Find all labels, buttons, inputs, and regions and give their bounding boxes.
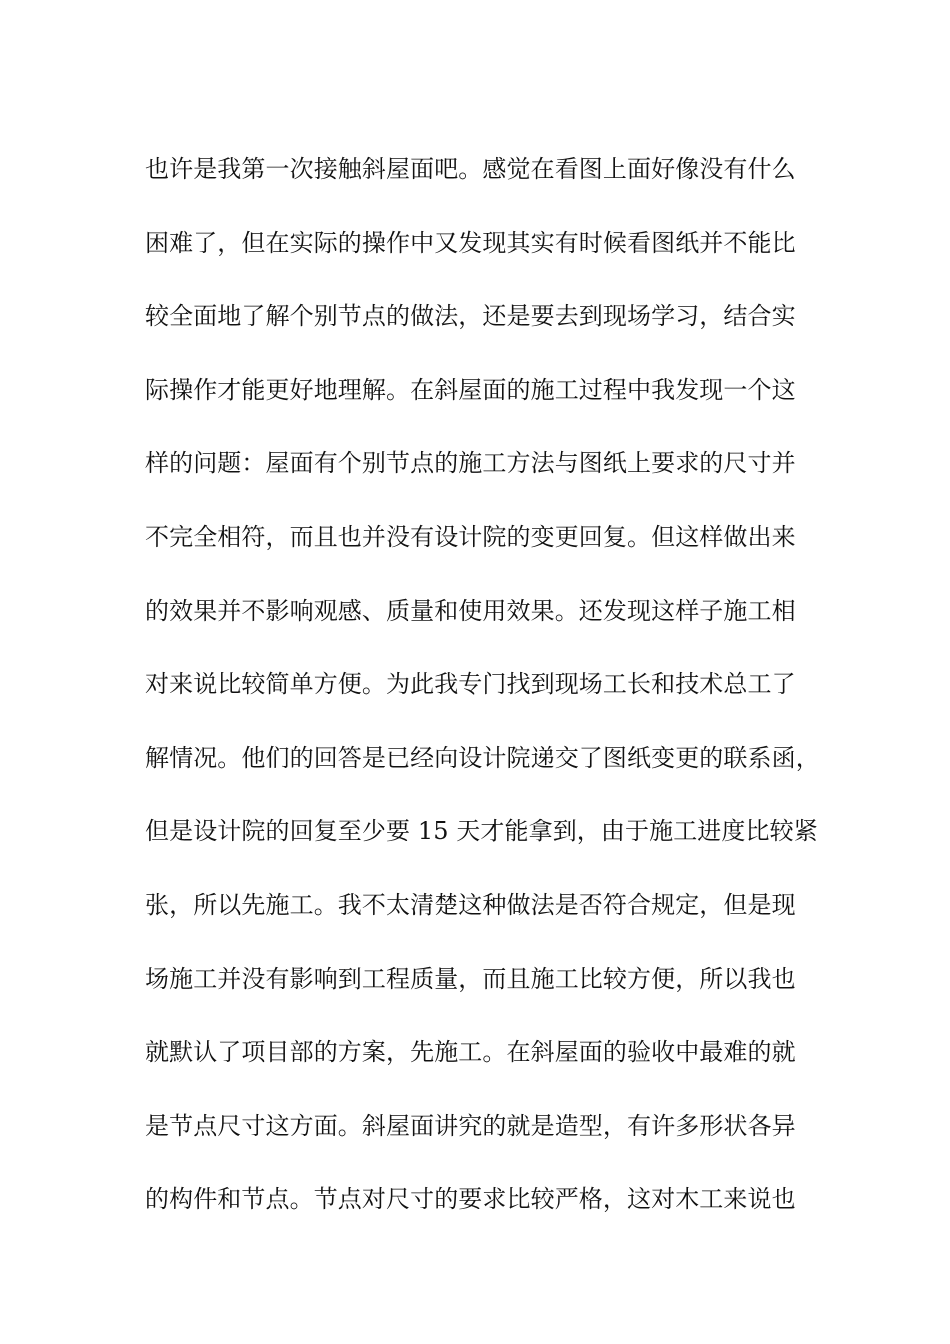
text-line: 对来说比较简单方便。为此我专门找到现场工长和技术总工了 xyxy=(145,670,796,699)
text-line: 样的问题：屋面有个别节点的施工方法与图纸上要求的尺寸并 xyxy=(145,449,796,478)
text-line: 不完全相符，而且也并没有设计院的变更回复。但这样做出来 xyxy=(145,522,796,551)
body-paragraph xyxy=(145,133,835,1237)
text-line: 的构件和节点。节点对尺寸的要求比较严格，这对木工来说也 xyxy=(145,1185,796,1214)
text-line: 的效果并不影响观感、质量和使用效果。还发现这样子施工相 xyxy=(145,596,796,625)
text-line: 场施工并没有影响到工程质量，而且施工比较方便，所以我也 xyxy=(145,964,796,993)
text-line: 解情况。他们的回答是已经向设计院递交了图纸变更的联系函， xyxy=(145,743,820,772)
text-line: 张，所以先施工。我不太清楚这种做法是否符合规定，但是现 xyxy=(145,890,796,919)
text-line: 也许是我第一次接触斜屋面吧。感觉在看图上面好像没有什么 xyxy=(145,155,796,183)
text-line: 就默认了项目部的方案，先施工。在斜屋面的验收中最难的就 xyxy=(145,1038,796,1067)
text-line: 但是设计院的回复至少要 15 天才能拿到，由于施工进度比较紧 xyxy=(145,817,818,846)
text-line: 是节点尺寸这方面。斜屋面讲究的就是造型，有许多形状各异 xyxy=(145,1111,796,1140)
text-line: 困难了，但在实际的操作中又发现其实有时候看图纸并不能比 xyxy=(145,228,796,257)
text-line: 较全面地了解个别节点的做法，还是要去到现场学习，结合实 xyxy=(145,302,796,331)
text-line: 际操作才能更好地理解。在斜屋面的施工过程中我发现一个这 xyxy=(145,375,796,404)
